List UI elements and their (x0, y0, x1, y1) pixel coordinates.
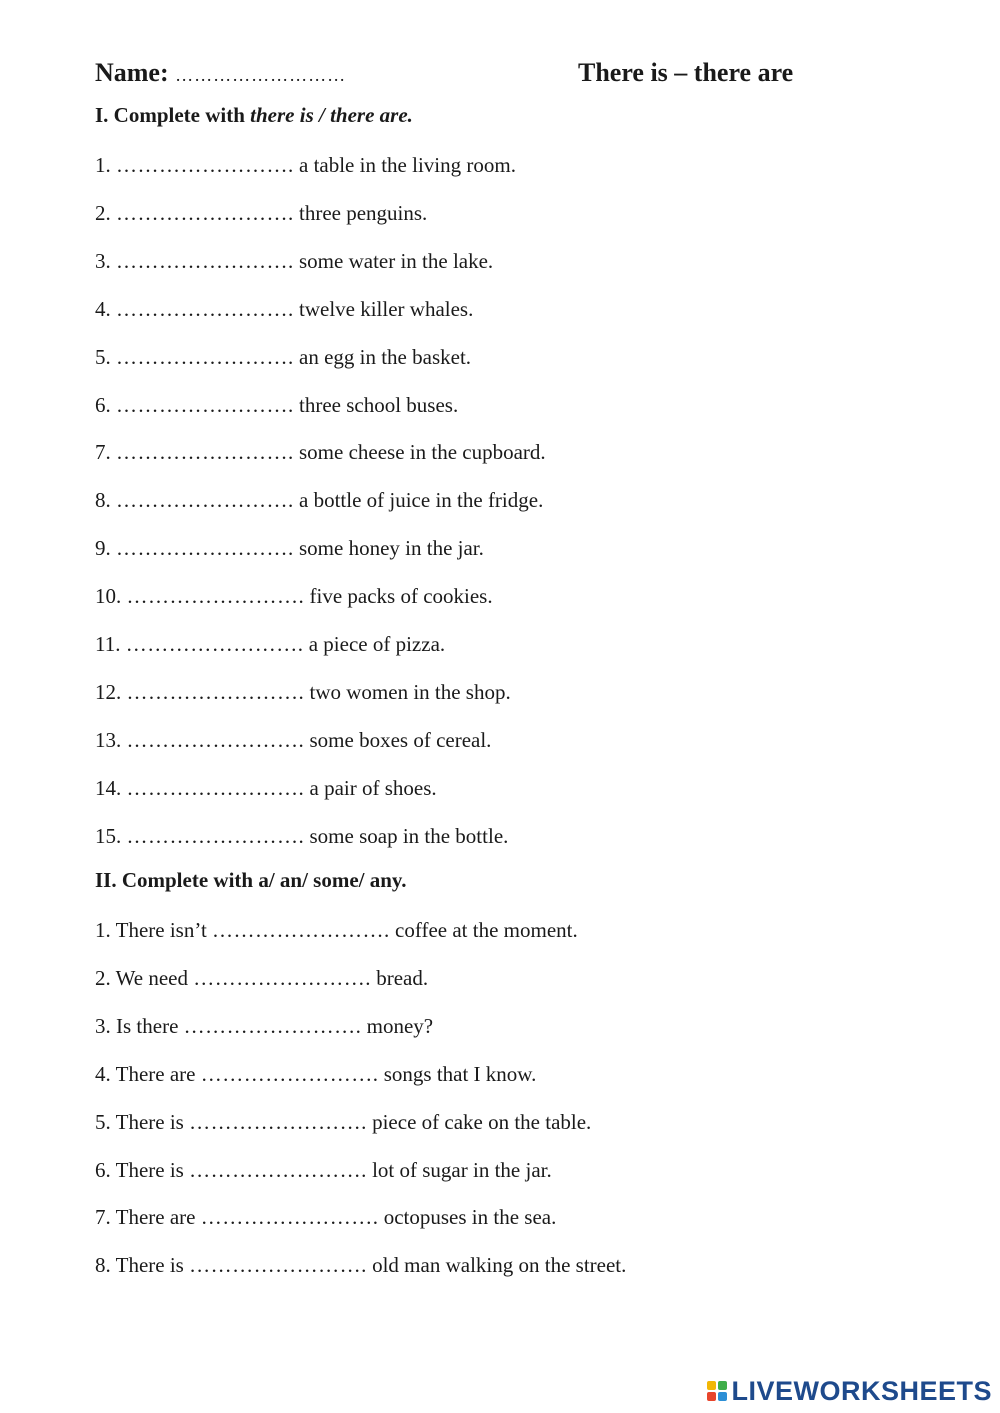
item-number: 6. (95, 392, 111, 417)
item-prefix: 2. We need (95, 965, 188, 990)
item-text: a piece of pizza. (308, 632, 446, 656)
item-text: five packs of cookies. (309, 584, 493, 609)
name-line (95, 58, 346, 88)
answer-blank[interactable]: ……………………. (116, 153, 294, 177)
item-prefix: 6. There is (95, 1157, 184, 1182)
item-text: a bottle of juice in the fridge. (299, 488, 544, 513)
exercise-item (95, 199, 427, 227)
exercise-item (95, 1012, 433, 1040)
item-text: piece of cake on the table. (372, 1109, 592, 1134)
item-number: 9. (95, 536, 111, 561)
item-text: a table in the living room. (299, 153, 516, 177)
item-text: three school buses. (299, 392, 459, 417)
worksheet-header (95, 58, 915, 98)
exercise-item (95, 822, 508, 850)
item-text: twelve killer whales. (299, 296, 474, 321)
logo-text: LIVEWORKSHEETS (731, 1375, 992, 1406)
item-text: bread. (376, 965, 429, 990)
answer-blank[interactable]: ……………………. (126, 679, 305, 704)
item-number: 8. (95, 488, 111, 513)
item-text: money? (366, 1013, 434, 1038)
answer-blank[interactable]: ……………………. (193, 965, 371, 990)
item-number: 7. (95, 440, 111, 465)
answer-blank[interactable]: ……………………. (200, 1205, 379, 1230)
answer-blank[interactable]: ……………………. (116, 248, 294, 273)
answer-blank[interactable]: ……………………. (126, 584, 305, 609)
exercise-item (95, 1060, 536, 1088)
item-text: some water in the lake. (299, 248, 494, 273)
item-number: 4. (95, 296, 111, 321)
item-number: 14. (95, 775, 122, 800)
exercise-item (95, 964, 428, 992)
item-text: some boxes of cereal. (309, 727, 492, 752)
answer-blank[interactable]: ……………………. (189, 1253, 367, 1278)
answer-blank[interactable]: ……………………. (126, 727, 305, 752)
item-text: some cheese in the cupboard. (299, 440, 546, 465)
item-text: some honey in the jar. (299, 536, 484, 561)
exercise-item (95, 582, 493, 610)
exercise-item (95, 1203, 556, 1231)
answer-blank[interactable]: ……………………. (116, 296, 294, 321)
answer-blank[interactable]: ……………………. (116, 536, 294, 561)
exercise-item (95, 1156, 552, 1184)
exercise-item (95, 1251, 626, 1279)
liveworksheets-logo (707, 1377, 992, 1405)
answer-blank[interactable]: ……………………. (125, 632, 304, 656)
answer-blank[interactable]: ……………………. (116, 200, 294, 225)
exercise-item (95, 534, 484, 562)
item-text: old man walking on the street. (372, 1253, 627, 1278)
answer-blank[interactable]: ……………………. (189, 1109, 367, 1134)
exercise-item (95, 295, 473, 323)
exercise-item (95, 774, 437, 802)
item-text: an egg in the basket. (299, 344, 472, 369)
item-number: 2. (95, 200, 111, 225)
answer-blank[interactable]: ……………………. (212, 918, 390, 942)
item-prefix: 4. There are (95, 1061, 196, 1086)
item-number: 3. (95, 248, 111, 273)
exercise-item (95, 438, 546, 466)
item-number: 5. (95, 344, 111, 369)
answer-blank[interactable]: ……………………. (116, 440, 294, 465)
item-prefix: 7. There are (95, 1205, 201, 1230)
answer-blank[interactable]: ……………………. (116, 344, 294, 369)
exercise-item (95, 486, 543, 514)
item-text: coffee at the moment. (395, 918, 578, 942)
section-1-heading (95, 103, 413, 128)
name-label: Name: (95, 58, 169, 87)
exercise-item (95, 1108, 591, 1136)
answer-blank[interactable]: ……………………. (116, 488, 294, 513)
exercise-item (95, 343, 471, 371)
answer-blank[interactable]: ……………………. (183, 1013, 362, 1038)
item-text: a pair of shoes. (309, 775, 437, 800)
item-text: some soap in the bottle. (309, 823, 509, 848)
answer-blank[interactable]: ……………………. (116, 392, 294, 417)
worksheet-title: There is – there are (578, 58, 794, 87)
logo-mark-icon (707, 1381, 727, 1401)
exercise-item (95, 916, 578, 944)
exercise-item (95, 630, 445, 658)
answer-blank[interactable]: ……………………. (200, 1061, 379, 1086)
item-prefix: 3. Is there (95, 1013, 179, 1038)
item-text: songs that I know. (383, 1061, 537, 1086)
section-1-heading-italic: there is / there are. (250, 103, 413, 127)
exercise-item (95, 726, 491, 754)
item-number: 12. (95, 679, 122, 704)
item-prefix: 1. There isn’t (95, 918, 207, 942)
answer-blank[interactable]: ……………………. (189, 1157, 367, 1182)
item-text: lot of sugar in the jar. (372, 1157, 552, 1182)
exercise-item (95, 247, 493, 275)
item-number: 11. (95, 632, 121, 656)
section-2-heading: II. Complete with a/ an/ some/ any. (95, 868, 407, 892)
item-number: 13. (95, 727, 122, 752)
answer-blank[interactable]: ……………………. (126, 823, 305, 848)
item-number: 1. (95, 153, 111, 177)
exercise-item (95, 391, 458, 419)
section-1-heading-text: I. Complete with (95, 103, 251, 127)
answer-blank[interactable]: ……………………. (126, 775, 305, 800)
item-prefix: 5. There is (95, 1109, 184, 1134)
item-number: 10. (95, 584, 122, 609)
item-text: two women in the shop. (309, 679, 511, 704)
exercise-item (95, 151, 516, 179)
name-input-blank[interactable]: ……………………… (175, 65, 347, 85)
item-text: octopuses in the sea. (383, 1205, 557, 1230)
item-text: three penguins. (299, 200, 428, 225)
exercise-item (95, 678, 511, 706)
item-number: 15. (95, 823, 122, 848)
item-prefix: 8. There is (95, 1253, 184, 1278)
